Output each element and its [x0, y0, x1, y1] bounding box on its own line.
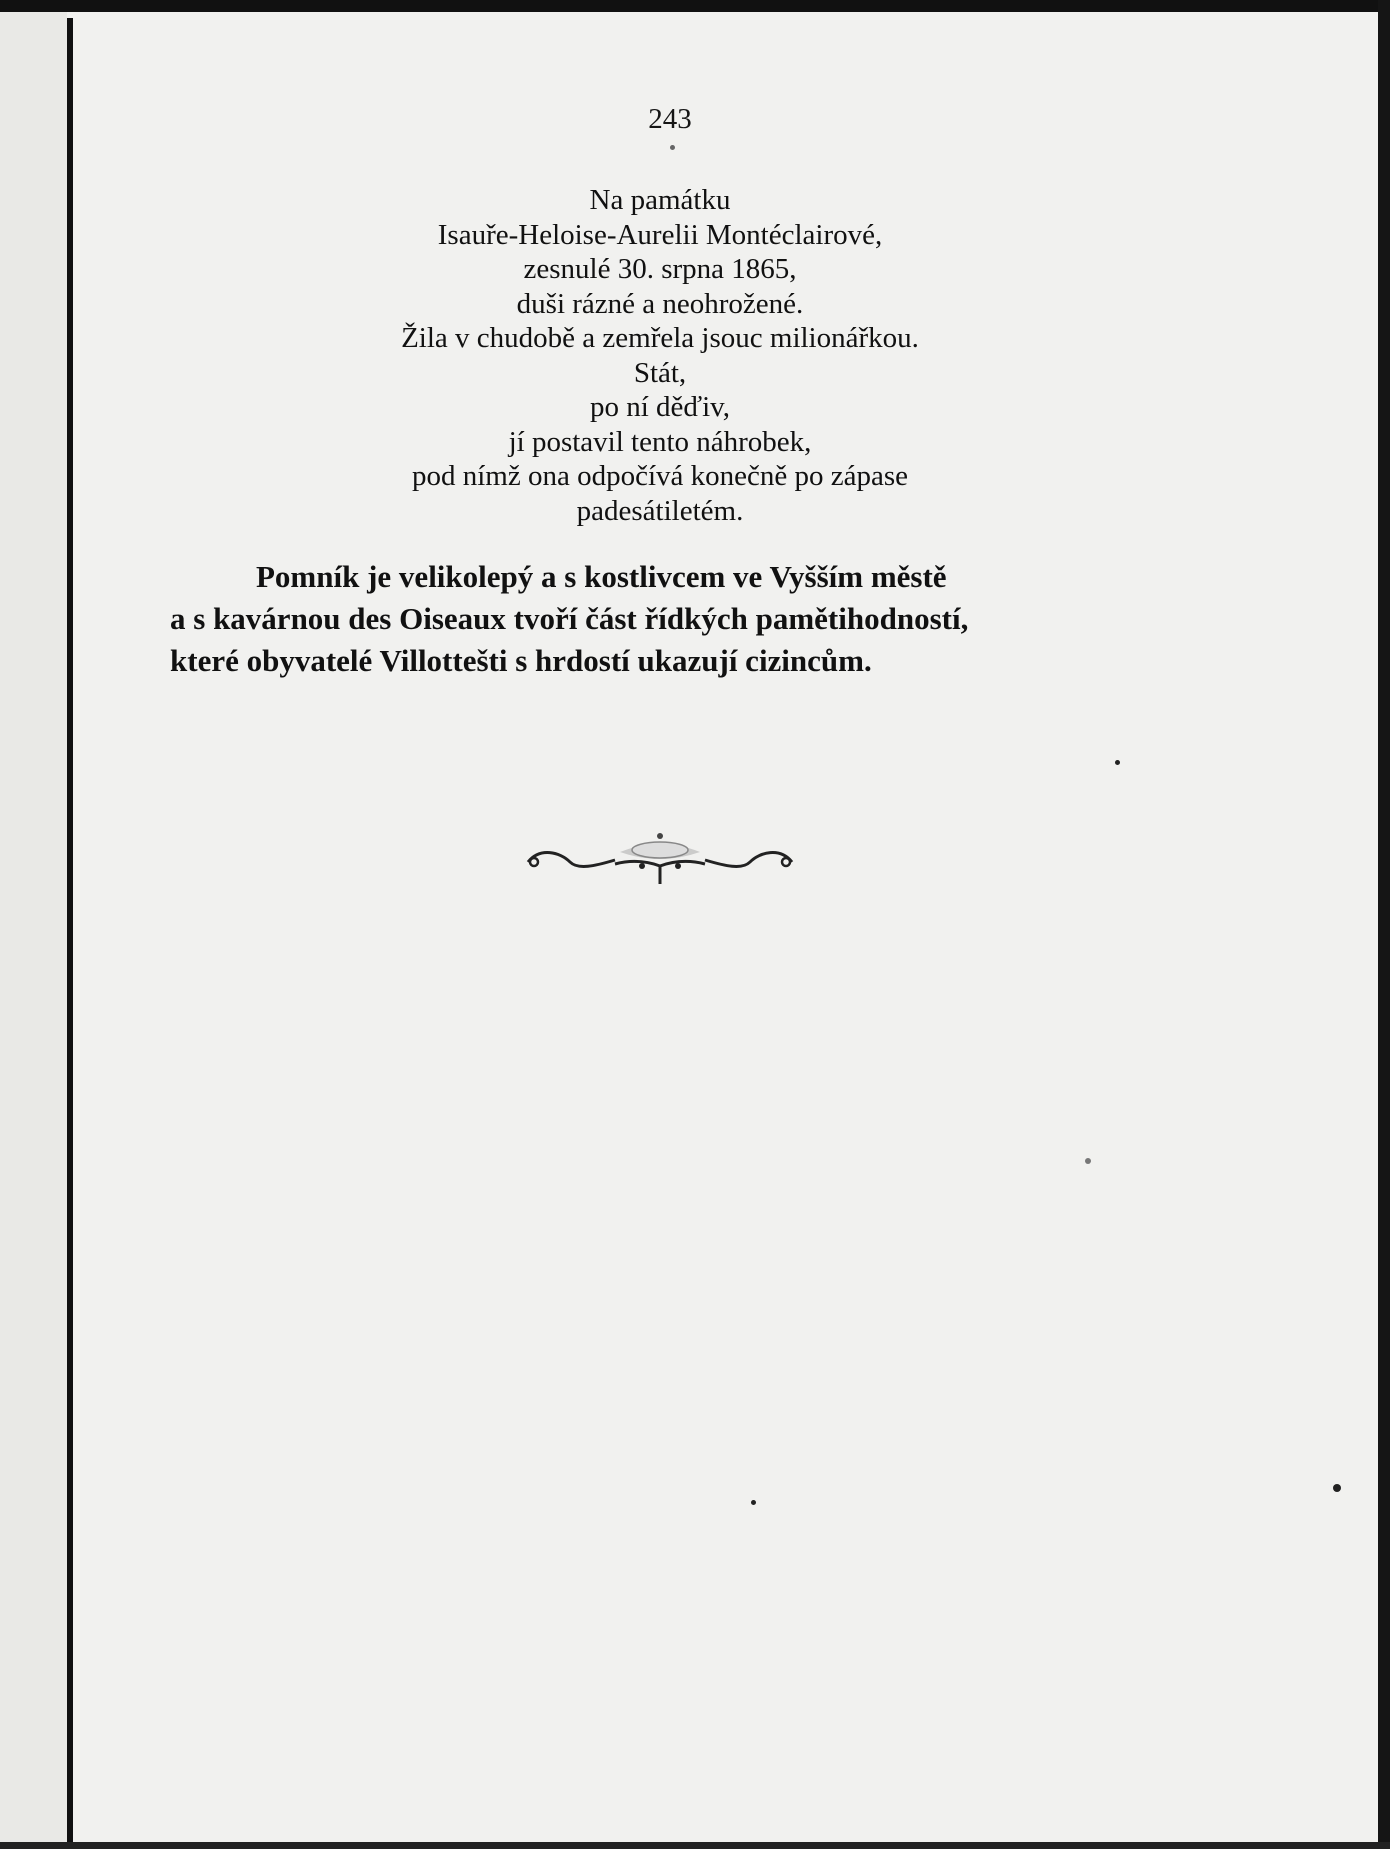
- epitaph-inscription: [280, 183, 1040, 528]
- epitaph-line: padesátiletém.: [576, 494, 744, 527]
- ink-speck: [1085, 1158, 1091, 1164]
- epitaph-line: duši rázné a neohrožené.: [516, 287, 804, 320]
- epitaph-line: Na památku: [589, 184, 731, 216]
- ink-speck: [670, 145, 675, 150]
- scan-right-edge: [1378, 0, 1390, 1849]
- left-margin: [0, 12, 67, 1842]
- ink-speck: [1333, 1484, 1341, 1492]
- epitaph-line: po ní děďiv,: [589, 391, 731, 423]
- epitaph-line: jí postavil tento náhrobek,: [508, 425, 812, 458]
- paragraph-line: a s kavárnou des Oiseaux tvoří část řídkých pamětihodností,: [170, 601, 969, 636]
- ink-speck: [1115, 760, 1120, 765]
- paragraph-line: které obyvatelé Villottešti s hrdostí ukazují cizincům.: [170, 643, 872, 678]
- epitaph-line: zesnulé 30. srpna 1865,: [523, 253, 797, 285]
- ink-speck: [751, 1500, 756, 1505]
- epitaph-line: pod nímž ona odpočívá konečně po zápase: [411, 460, 909, 492]
- epitaph-line: Stát,: [633, 356, 687, 389]
- epitaph-line: Isauře-Heloise-Aurelii Montéclairové,: [437, 218, 883, 251]
- page-gutter-rule: [67, 18, 73, 1849]
- scan-bottom-edge: [0, 1842, 1390, 1849]
- body-paragraph: [170, 556, 1170, 682]
- page-number: 243: [648, 103, 692, 135]
- epitaph-line: Žila v chudobě a zemřela jsouc milionářkou.: [401, 322, 919, 354]
- paragraph-line: Pomník je velikolepý a s kostlivcem ve Vyšším městě: [256, 559, 947, 594]
- decorative-vignette-icon: [520, 822, 800, 892]
- scan-top-edge: [0, 0, 1390, 12]
